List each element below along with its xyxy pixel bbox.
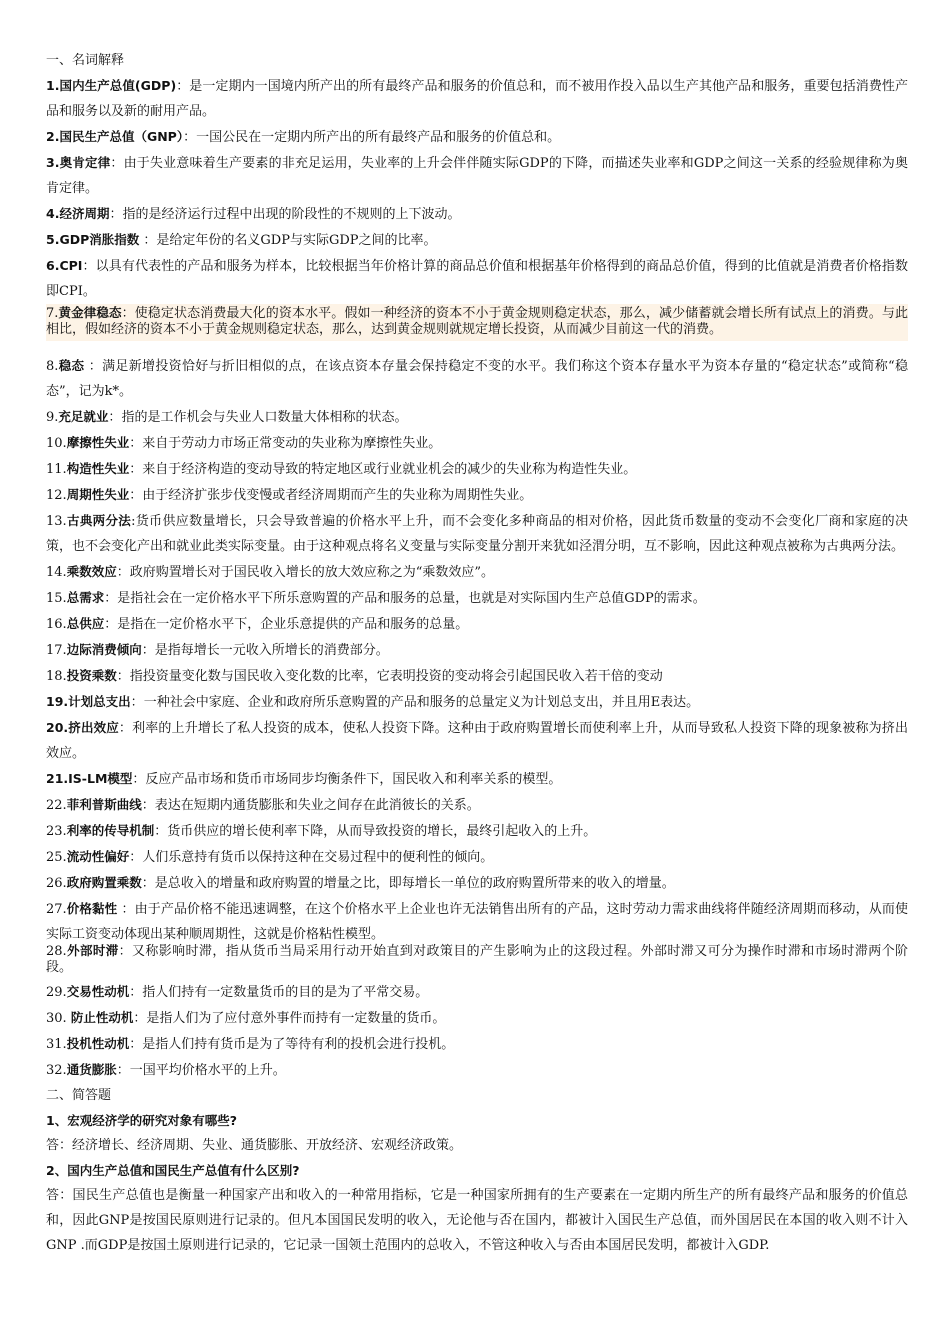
term: 挤出效应 — [68, 720, 119, 735]
definition-item-25: 25.流动性偏好：人们乐意持有货币以保持这种在交易过程中的便利性的倾向。 — [46, 849, 494, 865]
term: 黄金律稳态 — [58, 305, 122, 320]
question-2: 2、国内生产总值和国民生产总值有什么区别? — [46, 1163, 300, 1178]
definition-item-14: 14.乘数效应：政府购置增长对于国民收入增长的放大效应称之为“乘数效应”。 — [46, 564, 495, 580]
definition-item-10: 10.摩擦性失业：来自于劳动力市场正常变动的失业称为摩擦性失业。 — [46, 435, 442, 451]
definition-item-2: 2.国民生产总值（GNP）：一国公民在一定期内所产出的所有最终产品和服务的价值总和。 — [46, 129, 561, 145]
definition-item-8: 8.稳态 ：满足新增投资恰好与折旧相似的点，在该点资本存量会保持稳定不变的水平。我们称这个资本存量水平为资本存量的“稳定状态”或简称“稳态”，记为k*。 — [46, 358, 908, 399]
section-title-definitions: 一、名词解释 — [46, 53, 125, 68]
definition-item-31: 31.投机性动机：是指人们持有货币是为了等待有利的投机会进行投机。 — [46, 1036, 455, 1052]
definition-item-7: 7.黄金律稳态：使稳定状态消费最大化的资本水平。假如一种经济的资本不小于黄金规则稳定状态，那么，减少储蓄就会增长所有试点上的消费。与此相比，假如经济的资本不小于黄金规则稳定状态，那么，达到黄金规则就规定增长投资，从而减少目前这一代的消费。 — [46, 304, 908, 341]
definition-item-11: 11.构造性失业：来自于经济构造的变动导致的特定地区或行业就业机会的减少的失业称为构造性失业。 — [46, 461, 637, 477]
term: 计划总支出 — [68, 694, 131, 709]
definition-item-28: 28.外部时滞：又称影响时滞，指从货币当局采用行动开始直到对政策目的产生影响为止的这段过程。外部时滞又可分为操作时滞和市场时滞两个阶段。 — [46, 943, 908, 975]
term: 防止性动机 — [70, 1010, 134, 1025]
answer-1: 答：经济增长、经济周期、失业、通货膨胀、开放经济、宏观经济政策。 — [46, 1138, 463, 1153]
definition-item-29: 29.交易性动机：指人们持有一定数量货币的目的是为了平常交易。 — [46, 984, 429, 1000]
term: IS-LM模型 — [68, 771, 133, 786]
term: 通货膨胀 — [66, 1062, 117, 1077]
definition-item-32: 32.通货膨胀：一国平均价格水平的上升。 — [46, 1062, 286, 1078]
question-1: 1、宏观经济学的研究对象有哪些? — [46, 1113, 237, 1128]
term: 经济周期 — [59, 206, 110, 221]
term: GDP消胀指数 — [59, 232, 140, 247]
term: 国民生产总值（GNP） — [59, 129, 184, 144]
term: 古典两分法 — [66, 513, 132, 528]
term: 稳态 — [58, 358, 85, 373]
term: 周期性失业 — [66, 487, 130, 502]
term: 乘数效应 — [66, 564, 117, 579]
definition-item-3: 3.奥肯定律：由于失业意味着生产要素的非充足运用，失业率的上升会伴伴随实际GDP的下降，而描述失业率和GDP之间这一关系的经验规律称为奥肯定律。 — [46, 155, 908, 196]
definition-item-21: 21.IS-LM模型：反应产品市场和货币市场同步均衡条件下，国民收入和利率关系的模型。 — [46, 771, 562, 787]
term: CPI — [59, 258, 83, 273]
definition-item-9: 9.充足就业：指的是工作机会与失业人口数量大体相称的状态。 — [46, 409, 408, 425]
definition-item-13: 13.古典两分法:货币供应数量增长，只会导致普遍的价格水平上升，而不会变化多种商品的相对价格，因此货币数量的变动不会变化厂商和家庭的决策，也不会变化产出和就业此类实际变量。由于这种观点将名义变量与实际变量分割开来犹如泾渭分明，互不影响，因此这种观点被称为古典两分法。 — [46, 513, 908, 554]
term: 外部时滞 — [66, 943, 119, 958]
term: 投机性动机 — [66, 1036, 130, 1051]
term: 交易性动机 — [66, 984, 130, 999]
document-page — [46, 48, 908, 1258]
term: 边际消费倾向 — [66, 642, 142, 657]
definition-item-15: 15.总需求：是指社会在一定价格水平下所乐意购置的产品和服务的总量，也就是对实际国内生产总值GDP的需求。 — [46, 590, 706, 606]
term: 投资乘数 — [66, 668, 117, 683]
definition-item-27: 27.价格黏性 ：由于产品价格不能迅速调整，在这个价格水平上企业也许无法销售出所有的产品，这时劳动力需求曲线将伴随经济周期而移动，从而使实际工资变动体现出某种顺周期性，这就是价格粘性模型。 — [46, 901, 908, 942]
term: 充足就业 — [58, 409, 109, 424]
term: 构造性失业 — [66, 461, 130, 476]
answer-2: 答：国民生产总值也是衡量一种国家产出和收入的一种常用指标，它是一种国家所拥有的生产要素在一定期内所生产的所有最终产品和服务的价值总和，因此GNP是按国民原则进行记录的。但凡本国国民发明的收入，无论他与否在国内，都被计入国民生产总值，而外国居民在本国的收入则不计入GNP .而GDP是按国土原则进行记录的，它记录一国领土范围内的总收入，不管这种收入与否由本国居民发明，都被计入GDP. — [46, 1188, 908, 1253]
term: 利率的传导机制 — [66, 823, 155, 838]
term: 政府购置乘数 — [66, 875, 142, 890]
term: 总需求 — [66, 590, 105, 605]
term: 菲利普斯曲线 — [66, 797, 142, 812]
term: 国内生产总值(GDP) — [59, 78, 177, 93]
term: 摩擦性失业 — [66, 435, 130, 450]
definition-item-20: 20.挤出效应：利率的上升增长了私人投资的成本，使私人投资下降。这种由于政府购置增长而使利率上升，从而导致私人投资下降的现象被称为挤出效应。 — [46, 720, 908, 761]
definition-item-19: 19.计划总支出：一种社会中家庭、企业和政府所乐意购置的产品和服务的总量定义为计划总支出，并且用E表达。 — [46, 694, 700, 710]
definition-item-17: 17.边际消费倾向：是指每增长一元收入所增长的消费部分。 — [46, 642, 389, 658]
definition-item-1: 1.国内生产总值(GDP)：是一定期内一国境内所产出的所有最终产品和服务的价值总和，而不被用作投入品以生产其他产品和服务，重要包括消费性产品和服务以及新的耐用产品。 — [46, 78, 908, 119]
term: 流动性偏好 — [66, 849, 130, 864]
term: 总供应 — [66, 616, 105, 631]
definition-item-22: 22.菲利普斯曲线：表达在短期内通货膨胀和失业之间存在此消彼长的关系。 — [46, 797, 480, 813]
definition-item-16: 16.总供应：是指在一定价格水平下，企业乐意提供的产品和服务的总量。 — [46, 616, 469, 632]
definition-item-23: 23.利率的传导机制：货币供应的增长使利率下降，从而导致投资的增长，最终引起收入的上升。 — [46, 823, 597, 839]
definition-item-5: 5.GDP消胀指数 ：是给定年份的名义GDP与实际GDP之间的比率。 — [46, 232, 437, 248]
definition-item-26: 26.政府购置乘数：是总收入的增量和政府购置的增量之比，即每增长一单位的政府购置所带来的收入的增量。 — [46, 875, 675, 891]
term: 价格黏性 — [66, 901, 118, 916]
definition-item-30: 30. 防止性动机：是指人们为了应付意外事件而持有一定数量的货币。 — [46, 1010, 446, 1026]
term: 奥肯定律 — [59, 155, 111, 170]
definition-item-12: 12.周期性失业：由于经济扩张步伐变慢或者经济周期而产生的失业称为周期性失业。 — [46, 487, 533, 503]
section-title-short-answer: 二、简答题 — [46, 1088, 112, 1103]
definition-item-18: 18.投资乘数：指投资量变化数与国民收入变化数的比率，它表明投资的变动将会引起国民收入若干倍的变动 — [46, 668, 663, 684]
definition-item-6: 6.CPI：以具有代表性的产品和服务为样本，比较根据当年价格计算的商品总价值和根据基年价格得到的商品总价值，得到的比值就是消费者价格指数即CPI。 — [46, 258, 908, 299]
definition-item-4: 4.经济周期：指的是经济运行过程中出现的阶段性的不规则的上下波动。 — [46, 206, 461, 222]
